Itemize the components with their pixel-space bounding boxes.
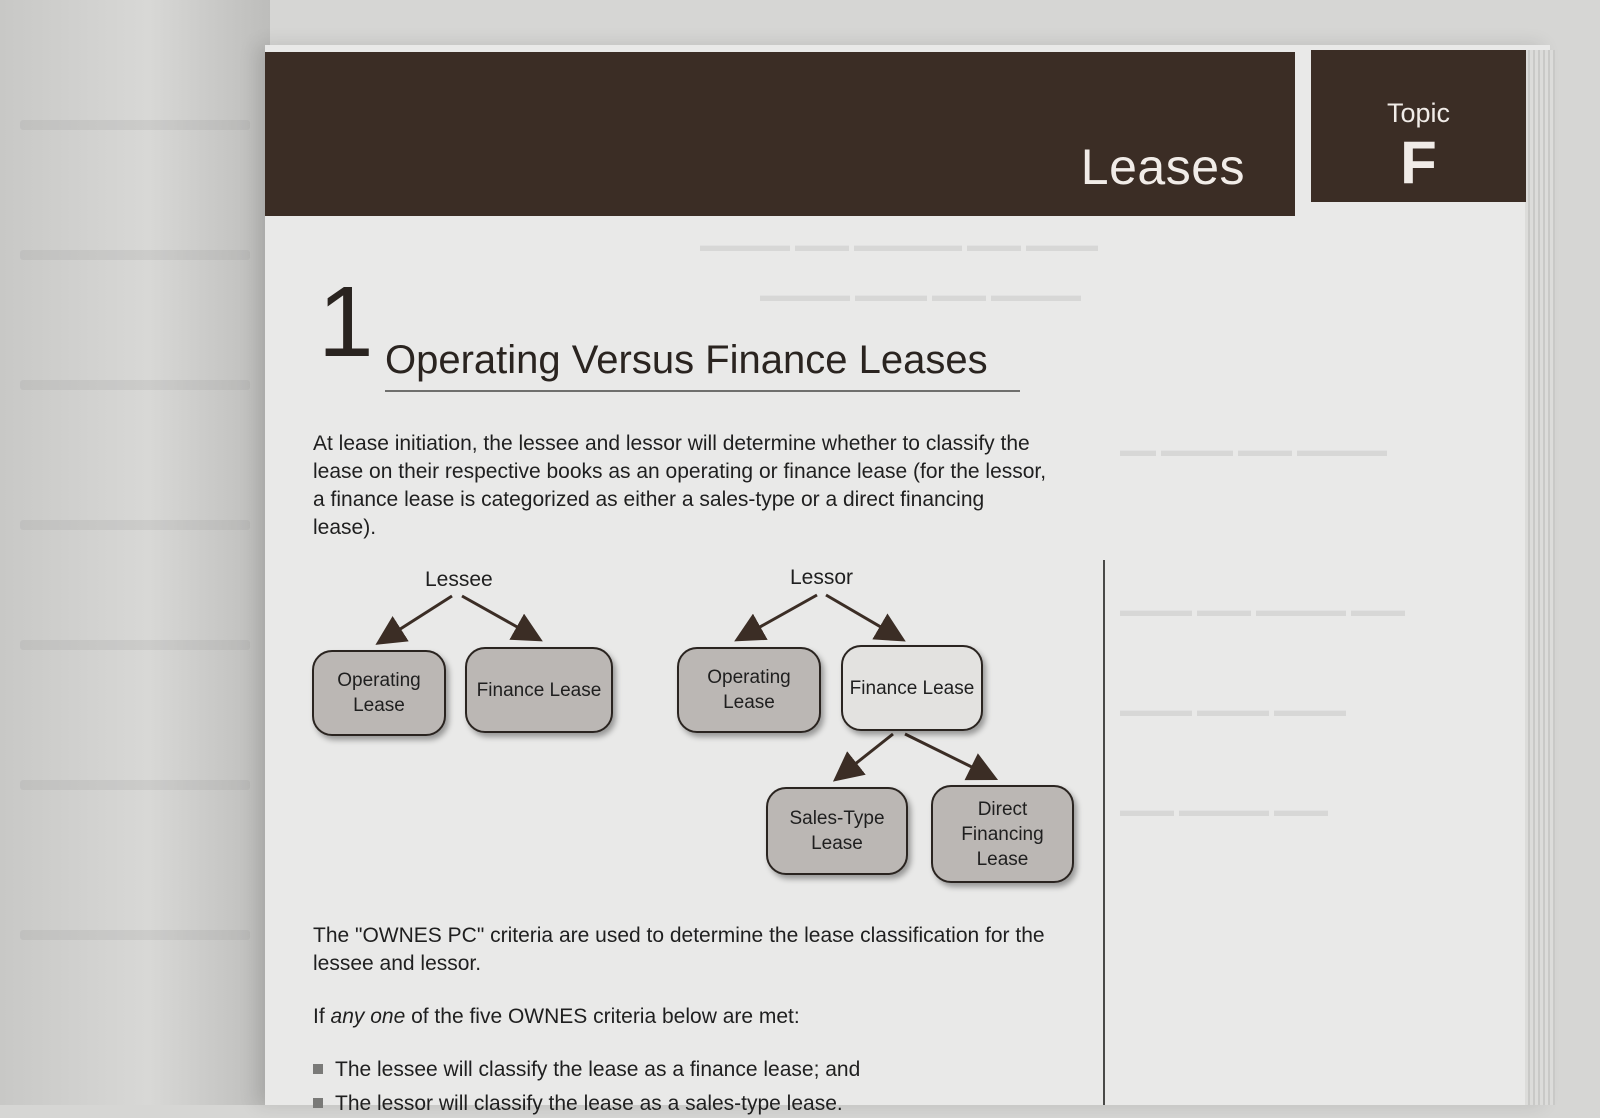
arrow-finance-salestype [840,734,893,776]
bullet-text: The lessor will classify the lease as a sales-type lease. [335,1092,843,1115]
lessee-operating-lease-node [312,650,446,736]
bullet-text: The lessee will classify the lease as a finance lease; and [335,1058,861,1081]
node-text: Operating Lease [337,670,421,716]
sales-type-lease-node [766,787,908,875]
condition-emphasis: any one [330,1005,406,1028]
direct-financing-lease-node [931,785,1074,883]
section-number: 1 [318,266,374,378]
bleed-through-text: ▬▬▬ ▬▬▬▬▬ ▬▬▬ ▬▬▬▬ [1120,600,1406,620]
bleed-through-text: ▬▬▬▬ ▬▬▬▬ ▬▬▬▬ [1120,700,1347,720]
bullet-square-icon [313,1098,323,1108]
section-title: Operating Versus Finance Leases [385,338,988,382]
arrow-lessee-finance [462,596,535,637]
chapter-title: Leases [1080,139,1245,195]
bleed-through-text: ▬▬▬ ▬▬▬▬▬ ▬▬▬ [1120,800,1329,820]
condition-prefix: If [313,1005,331,1028]
lessee-label: Lessee [425,568,493,591]
bleed-through-text: ▬▬▬▬ ▬▬▬ ▬▬▬▬▬▬ ▬▬▬ ▬▬▬▬▬ [700,235,1099,255]
topic-label: Topic [1386,98,1451,128]
owner-criteria-paragraph: The "OWNES PC" criteria are used to determine the lease classification for the lessee and lessor. [313,924,1045,975]
lessor-operating-lease-node [677,647,821,733]
lessor-finance-lease-node [841,645,983,731]
bullet-item [313,1056,1053,1084]
lessor-label: Lessor [790,566,854,589]
node-text: Direct Financing Lease [961,798,1044,870]
topic-letter: F [1400,129,1437,196]
condition-suffix: of the five OWNES criteria below are met: [405,1005,800,1028]
column-divider [1103,560,1105,1105]
lessee-finance-lease-node [465,647,613,733]
node-text: Finance Lease [849,677,975,699]
bleed-through-text: ▬▬▬▬▬ ▬▬▬ ▬▬▬▬ ▬▬ [1120,440,1388,460]
bleed-through-text: ▬▬▬▬▬ ▬▬▬ ▬▬▬▬ ▬▬▬▬▬ [760,285,1082,305]
criteria-condition-paragraph [313,1003,1053,1031]
bullet-item [313,1090,1053,1118]
node-text: Finance Lease [476,679,602,701]
node-text: Sales-Type Lease [789,808,885,854]
arrow-finance-direct [905,734,990,776]
arrow-lessor-finance [826,595,898,637]
arrow-lessee-operating [383,596,452,640]
intro-paragraph: At lease initiation, the lessee and lessor will determine whether to classify the lease on their respective books as an operating or finance lease (for the lessor, a finance lease is categorized as either a sales-type or a direct financing lease). [313,432,1047,539]
arrow-lessor-operating [742,595,817,637]
bullet-square-icon [313,1064,323,1074]
node-text: Operating Lease [707,667,791,713]
